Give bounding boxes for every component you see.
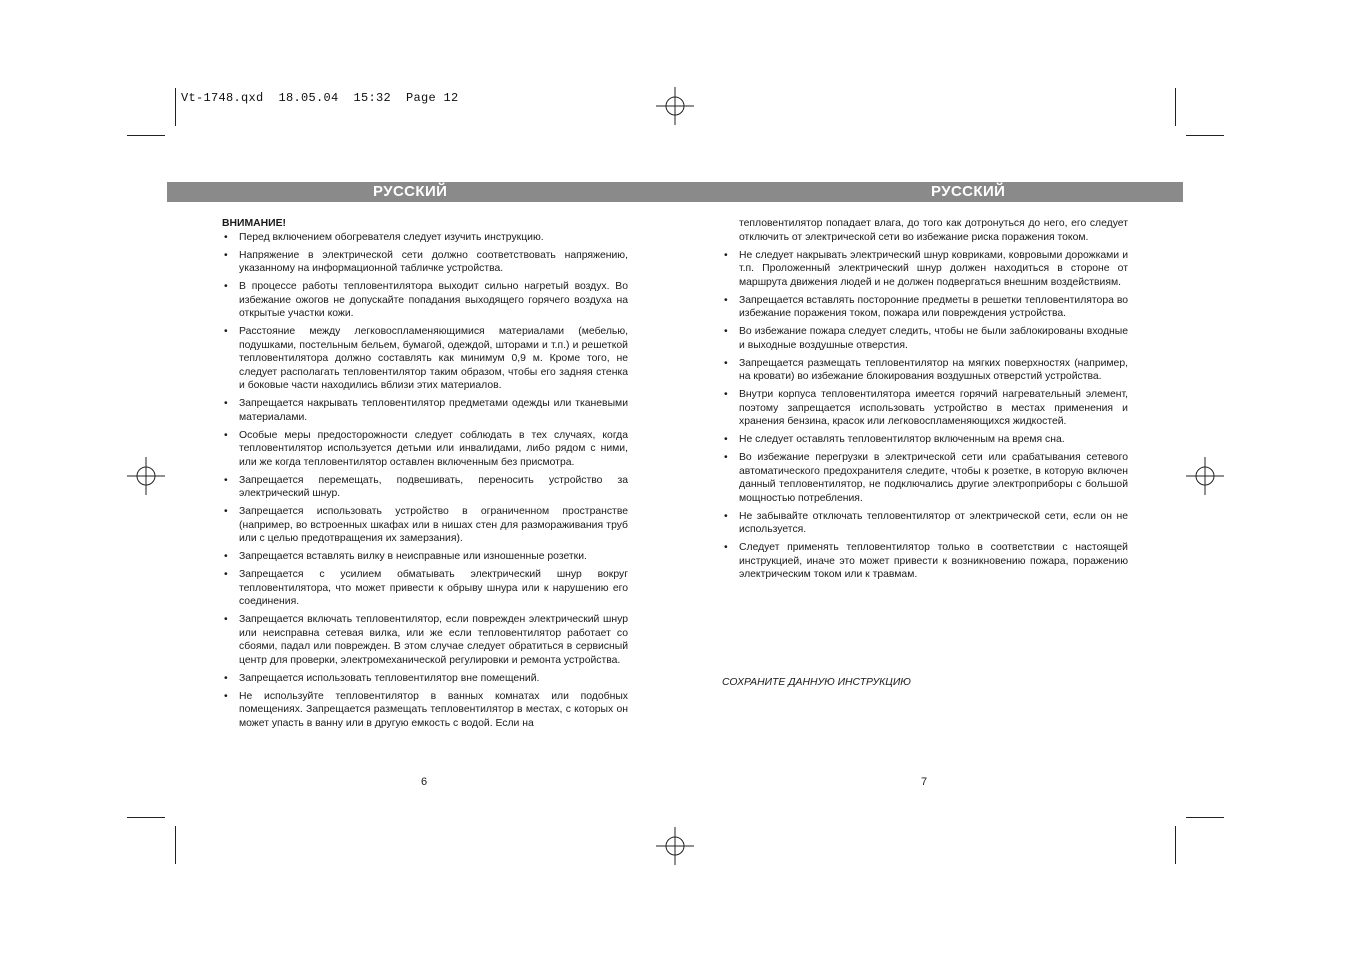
list-item: • Перед включением обогревателя следует изучить инструкцию. <box>222 231 628 245</box>
list-item: • Не следует накрывать электрический шнур ковриками, ковровыми дорожками и т.п. Проложенный электрический шнур должен находиться в стороне от маршрута движения людей и не должен подвергаться внешним воздействиям. <box>722 249 1128 290</box>
page-number-right: 7 <box>921 776 928 788</box>
list-item: • Не используйте тепловентилятор в ванных комнатах или подобных помещениях. Запрещается размещать тепловентилятор в местах, с которых он может упасть в ванну или в другую емкость с водой. Если на <box>222 690 628 731</box>
list-item: • Запрещается вставлять вилку в неисправные или изношенные розетки. <box>222 550 628 564</box>
list-item: • Запрещается включать тепловентилятор, если поврежден электрический шнур или неисправна сетевая вилка, или же если тепловентилятор работает со сбоями, падал или поврежден. В этом случае следует обратиться в сервисный центр для проверки, электромеханической регулировки и ремонта устройства. <box>222 613 628 667</box>
warning-heading: ВНИМАНИЕ! <box>222 218 286 229</box>
right-page-column <box>722 217 1128 586</box>
list-item: • Запрещается накрывать тепловентилятор предметами одежды или тканевыми материалами. <box>222 397 628 424</box>
list-item: • Расстояние между легковоспламеняющимися материалами (мебелью, подушками, постельным бельем, бумагой, одеждой, шторами и т.п.) и решеткой тепловентилятора должно составлять как минимум 0,9 м. Кроме того, не следует располагать тепловентилятор таким образом, чтобы его задняя стенка и боковые части находились вблизи этих материалов. <box>222 325 628 393</box>
right-page-title: РУССКИЙ <box>931 183 1006 200</box>
list-item: • Внутри корпуса тепловентилятора имеется горячий нагревательный элемент, поэтому запрещается использовать устройство в местах применения и хранения бензина, красок или легковоспламеняющихся жидкостей. <box>722 388 1128 429</box>
list-item: • Не следует оставлять тепловентилятор включенным на время сна. <box>722 433 1128 447</box>
file-slug: Vt-1748.qxd 18.05.04 15:32 Page 12 <box>181 91 459 105</box>
left-page-title: РУССКИЙ <box>373 183 448 200</box>
right-warning-list <box>722 249 1128 582</box>
list-item: • Во избежание пожара следует следить, чтобы не были заблокированы входные и выходные воздушные отверстия. <box>722 325 1128 352</box>
list-item: • Запрещается вставлять посторонние предметы в решетки тепловентилятора во избежание поражения током, пожара или повреждения устройства. <box>722 294 1128 321</box>
continued-paragraph: тепловентилятор попадает влага, до того как дотронуться до него, его следует отключить от электрической сети во избежание риска поражения током. <box>739 218 1128 243</box>
list-item: • Запрещается с усилием обматывать электрический шнур вокруг тепловентилятора, что может привести к обрыву шнура или к нарушению его соединения. <box>222 568 628 609</box>
list-item: • Особые меры предосторожности следует соблюдать в тех случаях, когда тепловентилятор используется детьми или инвалидами, либо рядом с ними, или же когда тепловентилятор оставлен включенным без присмотра. <box>222 429 628 470</box>
list-item: • Следует применять тепловентилятор только в соответствии с настоящей инструкцией, иначе это может привести к возникновению пожара, поражению электрическим током или к травмам. <box>722 541 1128 582</box>
language-header-band <box>167 182 1183 202</box>
list-item: • Не забывайте отключать тепловентилятор от электрической сети, если он не используется. <box>722 510 1128 537</box>
list-item: • Запрещается размещать тепловентилятор на мягких поверхностях (например, на кровати) во избежание блокирования воздушных отверстий устройства. <box>722 357 1128 384</box>
list-item: • Запрещается использовать тепловентилятор вне помещений. <box>222 672 628 686</box>
list-item: • Во избежание перегрузки в электрической сети или срабатывания сетевого автоматического предохранителя следите, чтобы к розетке, в которую включен данный тепловентилятор, не подключались другие электроприборы с большой мощностью потребления. <box>722 451 1128 505</box>
save-instructions-note: СОХРАНИТЕ ДАННУЮ ИНСТРУКЦИЮ <box>722 677 911 688</box>
list-item: • Запрещается использовать устройство в ограниченном пространстве (например, во встроенных шкафах или в нишах стен для размораживания труб или с целью предотвращения их замерзания). <box>222 505 628 546</box>
list-item: • Напряжение в электрической сети должно соответствовать напряжению, указанному на информационной табличке устройства. <box>222 249 628 276</box>
registration-mark-top <box>656 87 694 125</box>
registration-mark-left <box>127 457 165 495</box>
left-page-column <box>222 217 628 735</box>
page-number-left: 6 <box>421 776 428 788</box>
registration-mark-bottom <box>656 827 694 865</box>
registration-mark-right <box>1186 457 1224 495</box>
list-item: • Запрещается перемещать, подвешивать, переносить устройство за электрический шнур. <box>222 474 628 501</box>
left-warning-list <box>222 231 628 731</box>
list-item: • В процессе работы тепловентилятора выходит сильно нагретый воздух. Во избежание ожогов не допускайте попадания выходящего горячего воздуха на открытые участки кожи. <box>222 280 628 321</box>
